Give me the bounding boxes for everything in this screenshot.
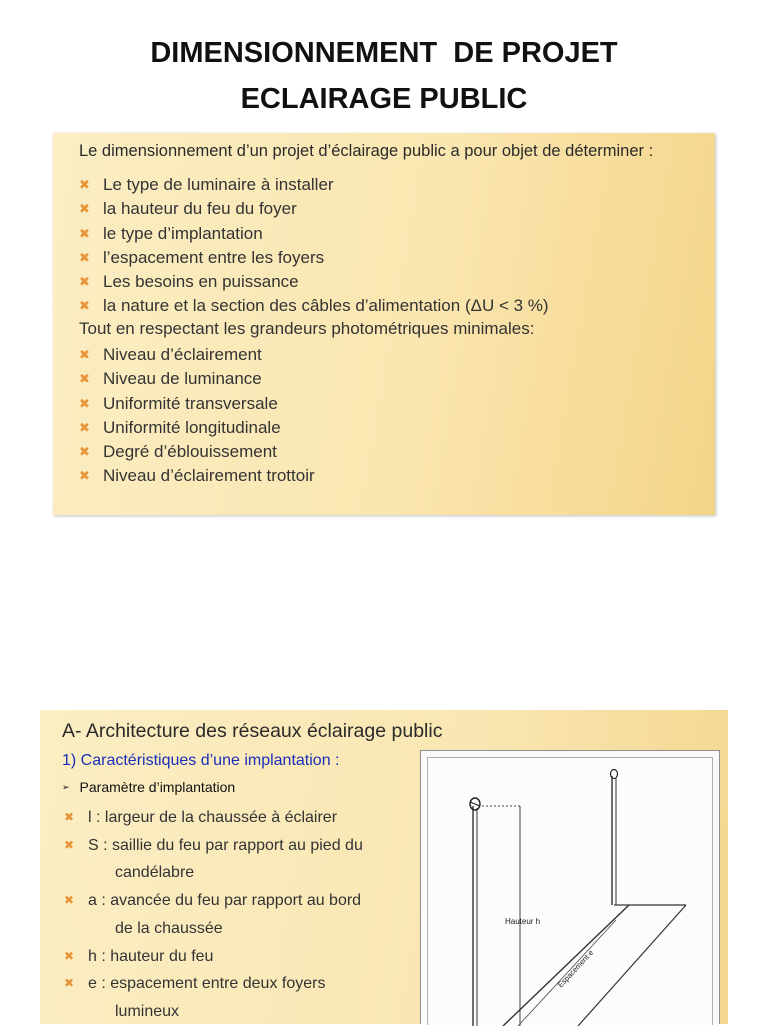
list-item: ✖ S : saillie du feu par rapport au pied du xyxy=(64,832,363,860)
x-mark-icon: ✖ xyxy=(79,298,90,314)
arrowhead-right-icon: ➢ xyxy=(62,782,70,792)
x-mark-icon: ✖ xyxy=(79,274,90,290)
slide-intro-text: Le dimensionnement d’un projet d’éclairage public a pour objet de déterminer : xyxy=(79,142,654,160)
list-item-continuation: candélabre xyxy=(115,864,195,882)
slide-architecture xyxy=(40,710,728,1024)
param-list xyxy=(64,804,363,1026)
list-item: ✖ Les besoins en puissance xyxy=(79,270,549,294)
list-item-continuation: lumineux xyxy=(115,1002,180,1020)
determine-list xyxy=(79,173,549,319)
x-mark-icon: ✖ xyxy=(64,976,75,991)
x-mark-icon: ✖ xyxy=(79,468,90,484)
respect-text: Tout en respectant les grandeurs photométriques minimales: xyxy=(79,319,535,338)
spacing-label: Espacement e xyxy=(555,948,596,990)
list-item: ✖ a : avancée du feu par rapport au bord xyxy=(64,887,363,915)
list-item: ✖ Le type de luminaire à installer xyxy=(79,173,549,197)
list-item: ✖ Uniformité transversale xyxy=(79,392,315,416)
road-far-edge xyxy=(578,905,686,1026)
slide-heading: A- Architecture des réseaux éclairage public xyxy=(62,720,443,742)
list-item: ✖ Uniformité longitudinale xyxy=(79,416,315,440)
x-mark-icon: ✖ xyxy=(79,201,90,217)
x-mark-icon: ✖ xyxy=(79,395,90,411)
x-mark-icon: ✖ xyxy=(79,444,90,460)
x-mark-icon: ✖ xyxy=(64,893,75,908)
x-mark-icon: ✖ xyxy=(64,837,75,852)
near-lamp-arm xyxy=(470,802,480,806)
x-mark-icon: ✖ xyxy=(79,177,90,192)
list-item-continuation: de la chaussée xyxy=(115,919,223,937)
list-item: ✖ la hauteur du feu du foyer xyxy=(79,197,549,221)
title-line-2: ECLAIRAGE PUBLIC xyxy=(240,83,528,115)
x-mark-icon: ✖ xyxy=(79,371,90,387)
title-line-1: DIMENSIONNEMENT DE PROJET xyxy=(150,37,618,69)
diagram-frame xyxy=(427,757,713,1025)
document-title xyxy=(0,30,768,122)
x-mark-icon: ✖ xyxy=(79,419,90,435)
far-lamp-icon xyxy=(611,770,618,779)
list-item: ✖ l : largeur de la chaussée à éclairer xyxy=(64,804,363,832)
x-mark-icon: ✖ xyxy=(64,948,75,963)
list-item: ✖ le type d’implantation xyxy=(79,222,549,246)
photometric-list xyxy=(79,343,315,489)
list-item: ✖ Niveau d’éclairement xyxy=(79,343,315,367)
x-mark-icon: ✖ xyxy=(79,225,90,241)
param-title: ➢ Paramètre d’implantation xyxy=(62,779,236,795)
list-item: ✖ Degré d’éblouissement xyxy=(79,440,315,464)
slide-dimensionnement xyxy=(53,133,715,515)
height-label: Hauteur h xyxy=(505,917,541,926)
list-item: ✖ h : hauteur du feu xyxy=(64,943,363,971)
x-mark-icon: ✖ xyxy=(79,347,90,362)
list-item: ✖ l’espacement entre les foyers xyxy=(79,246,549,270)
street-light-drawing xyxy=(428,758,714,1026)
x-mark-icon: ✖ xyxy=(64,810,75,824)
implantation-diagram xyxy=(420,750,720,1024)
list-item: ✖ Niveau d’éclairement trottoir xyxy=(79,464,315,488)
list-item: ✖ la nature et la section des câbles d’alimentation (ΔU < 3 %) xyxy=(79,294,549,318)
x-mark-icon: ✖ xyxy=(79,249,90,265)
list-item: ✖ e : espacement entre deux foyers xyxy=(64,970,363,998)
slide-subheading: 1) Caractéristiques d’une implantation : xyxy=(62,752,340,769)
list-item: ✖ Niveau de luminance xyxy=(79,367,315,391)
